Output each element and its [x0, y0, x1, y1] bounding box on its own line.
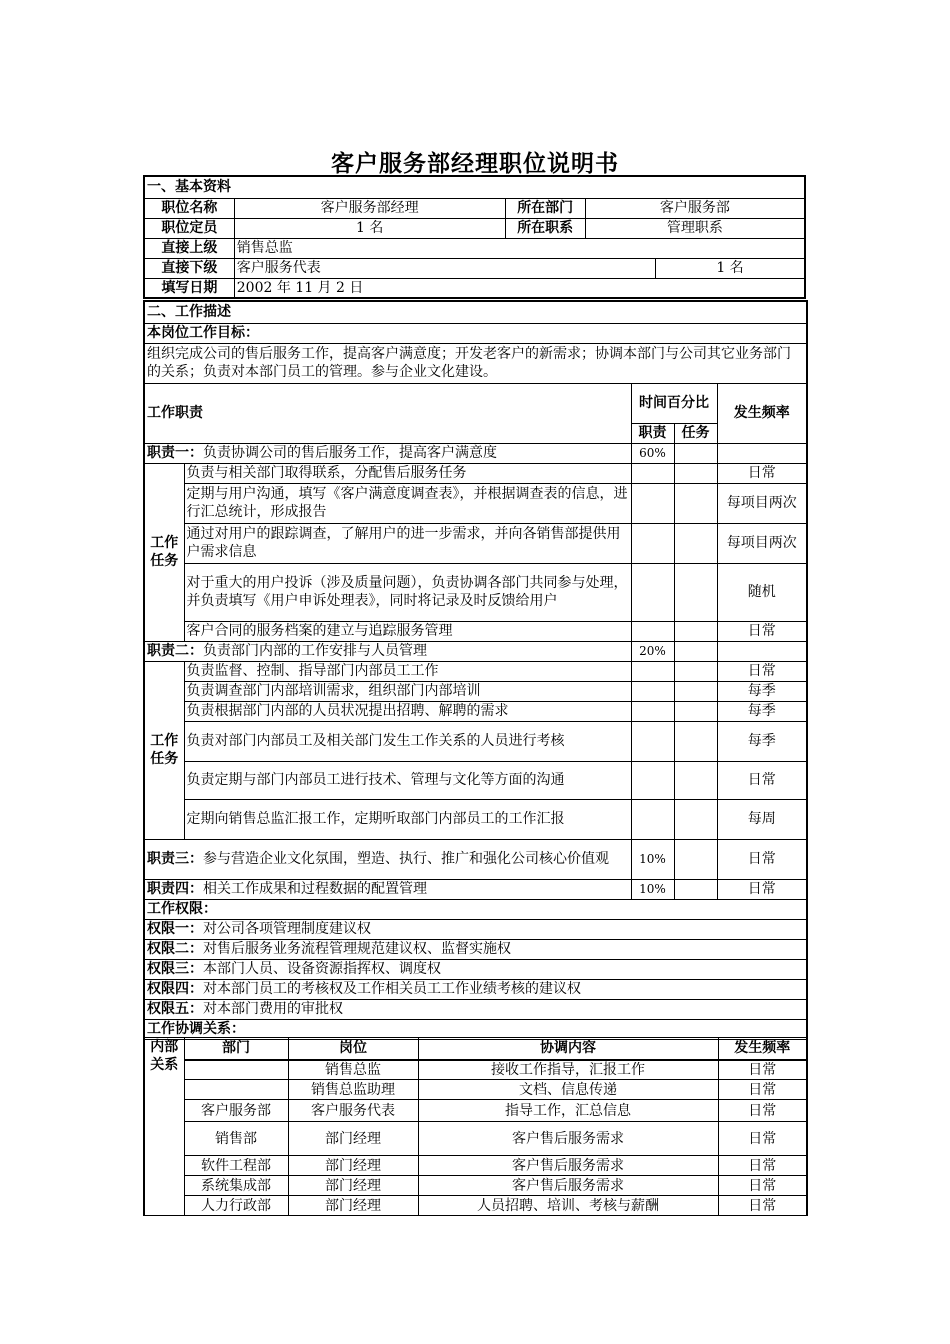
coordination-table: [143, 1037, 808, 1216]
duty-text: 负责部门内部的工作安排与人员管理: [203, 643, 427, 659]
dept-label: 所在部门: [505, 198, 585, 218]
coord-content: 客户售后服务需求: [418, 1122, 718, 1156]
authority-item: [144, 919, 807, 939]
task-freq: 随机: [717, 563, 807, 621]
freq-header: 发生频率: [717, 383, 807, 443]
coord-dept: 软件工程部: [184, 1156, 288, 1176]
task-freq: 每周: [717, 799, 807, 839]
empty-cell: [631, 523, 674, 563]
task-freq: 每项目两次: [717, 523, 807, 563]
empty-cell: [674, 761, 717, 799]
empty-cell: [631, 761, 674, 799]
coord-content: 指导工作，汇总信息: [418, 1100, 718, 1122]
authority-text: 对本部门费用的审批权: [203, 1001, 343, 1017]
task-text: 对于重大的用户投诉（涉及质量问题），负责协调各部门共同参与处理，并负责填写《用户申诉处理表》，同时将记录及时反馈给用户: [184, 563, 631, 621]
duties-table: [143, 300, 808, 1040]
coord-content: 人员招聘、培训、考核与薪酬: [418, 1196, 718, 1216]
empty-cell: [674, 443, 717, 463]
empty-cell: [717, 641, 807, 661]
empty-cell: [674, 721, 717, 761]
duty-3-freq: 日常: [717, 839, 807, 879]
authority-prefix: 权限一：: [147, 921, 203, 937]
task-freq: 每季: [717, 681, 807, 701]
page-title: 客户服务部经理职位说明书: [331, 151, 619, 177]
duty-4-title: [144, 879, 631, 899]
empty-cell: [674, 661, 717, 681]
coord-freq: 日常: [718, 1122, 807, 1156]
coord-dept: [184, 1060, 288, 1080]
duty-prefix: 职责二：: [147, 643, 203, 659]
coord-dept: [184, 1080, 288, 1100]
task-text: 负责与相关部门取得联系，分配售后服务任务: [184, 463, 631, 483]
duty-2-pct: 20%: [631, 641, 674, 661]
duty-1-pct: 60%: [631, 443, 674, 463]
authority-item: [144, 979, 807, 999]
duty-col-header: 职责: [631, 423, 674, 443]
coord-post: 部门经理: [288, 1176, 418, 1196]
coord-dept: 系统集成部: [184, 1176, 288, 1196]
empty-cell: [674, 641, 717, 661]
coord-dept: 销售部: [184, 1122, 288, 1156]
duty-prefix: 职责四：: [147, 881, 203, 897]
task-freq: 日常: [717, 761, 807, 799]
duty-4-pct: 10%: [631, 879, 674, 899]
coord-content: 客户售后服务需求: [418, 1176, 718, 1196]
duty-4-freq: 日常: [717, 879, 807, 899]
duty-3-title: [144, 839, 631, 879]
authority-item: [144, 939, 807, 959]
authority-text: 对本部门员工的考核权及工作相关员工工作业绩考核的建议权: [203, 981, 581, 997]
family-value: 管理职系: [585, 218, 805, 238]
empty-cell: [674, 839, 717, 879]
empty-cell: [674, 621, 717, 641]
empty-cell: [674, 563, 717, 621]
task-label: 工作任务: [144, 463, 184, 641]
coord-post: 销售总监: [288, 1060, 418, 1080]
goal-label: 本岗位工作目标：: [144, 323, 807, 343]
duty-prefix: 职责三：: [147, 851, 203, 867]
coord-freq: 日常: [718, 1060, 807, 1080]
family-label: 所在职系: [505, 218, 585, 238]
empty-cell: [631, 681, 674, 701]
duty-text: 负责协调公司的售后服务工作，提高客户满意度: [203, 445, 497, 461]
duty-header: 工作职责: [144, 383, 631, 443]
task-col-header: 任务: [674, 423, 717, 443]
task-text: 负责根据部门内部的人员状况提出招聘、解聘的需求: [184, 701, 631, 721]
position-name-label: 职位名称: [144, 198, 234, 218]
duty-1-title: [144, 443, 631, 463]
subordinate-count: 1 名: [656, 258, 805, 278]
empty-cell: [674, 483, 717, 523]
task-text: 负责调查部门内部培训需求，组织部门内部培训: [184, 681, 631, 701]
dept-value: 客户服务部: [585, 198, 805, 218]
task-text: 定期与用户沟通，填写《客户满意度调查表》，并根据调查表的信息，进行汇总统计，形成报告: [184, 483, 631, 523]
coord-content: 文档、信息传递: [418, 1080, 718, 1100]
empty-cell: [674, 463, 717, 483]
coord-post: 部门经理: [288, 1196, 418, 1216]
coord-content: 客户售后服务需求: [418, 1156, 718, 1176]
authority-prefix: 权限三：: [147, 961, 203, 977]
empty-cell: [631, 661, 674, 681]
subordinate-label: 直接下级: [144, 258, 234, 278]
coord-post: 客户服务代表: [288, 1100, 418, 1122]
authority-item: [144, 999, 807, 1019]
goal-text: 组织完成公司的售后服务工作，提高客户满意度；开发老客户的新需求；协调本部门与公司其它业务部门的关系；负责对本部门员工的管理。参与企业文化建设。: [144, 343, 807, 383]
duty-text: 相关工作成果和过程数据的配置管理: [203, 881, 427, 897]
subordinate-value: 客户服务代表: [234, 258, 655, 278]
empty-cell: [674, 879, 717, 899]
authority-text: 对售后服务业务流程管理规范建议权、监督实施权: [203, 941, 511, 957]
authority-label: 工作权限：: [144, 899, 807, 919]
authority-prefix: 权限四：: [147, 981, 203, 997]
coord-dept-header: 部门: [184, 1038, 288, 1060]
date-label: 填写日期: [144, 278, 234, 298]
task-text: 负责监督、控制、指导部门内部员工工作: [184, 661, 631, 681]
authority-prefix: 权限五：: [147, 1001, 203, 1017]
task-freq: 日常: [717, 661, 807, 681]
coord-post: 部门经理: [288, 1156, 418, 1176]
task-text: 定期向销售总监汇报工作，定期听取部门内部员工的工作汇报: [184, 799, 631, 839]
coord-freq: 日常: [718, 1100, 807, 1122]
task-freq: 每季: [717, 701, 807, 721]
task-text: 负责对部门内部员工及相关部门发生工作关系的人员进行考核: [184, 721, 631, 761]
empty-cell: [631, 463, 674, 483]
coord-content-header: 协调内容: [418, 1038, 718, 1060]
authority-text: 对公司各项管理制度建议权: [203, 921, 371, 937]
basic-info-table: [143, 175, 806, 299]
empty-cell: [674, 681, 717, 701]
empty-cell: [717, 443, 807, 463]
empty-cell: [631, 563, 674, 621]
coord-freq: 日常: [718, 1080, 807, 1100]
coord-freq: 日常: [718, 1196, 807, 1216]
coord-freq: 日常: [718, 1176, 807, 1196]
empty-cell: [631, 483, 674, 523]
authority-item: [144, 959, 807, 979]
empty-cell: [631, 721, 674, 761]
coord-label: 工作协调关系：: [144, 1019, 807, 1039]
coord-post-header: 岗位: [288, 1038, 418, 1060]
coord-post: 销售总监助理: [288, 1080, 418, 1100]
superior-value: 销售总监: [234, 238, 805, 258]
task-label: 工作任务: [144, 661, 184, 839]
duty-2-title: [144, 641, 631, 661]
authority-text: 本部门人员、设备资源指挥权、调度权: [203, 961, 441, 977]
task-freq: 日常: [717, 621, 807, 641]
empty-cell: [674, 701, 717, 721]
empty-cell: [631, 621, 674, 641]
authority-prefix: 权限二：: [147, 941, 203, 957]
empty-cell: [674, 523, 717, 563]
task-freq: 日常: [717, 463, 807, 483]
internal-relation-label: 内部关系: [144, 1038, 184, 1216]
position-name-value: 客户服务部经理: [234, 198, 505, 218]
time-pct-header: 时间百分比: [631, 383, 717, 423]
empty-cell: [674, 799, 717, 839]
coord-freq-header: 发生频率: [718, 1038, 807, 1060]
empty-cell: [631, 701, 674, 721]
superior-label: 直接上级: [144, 238, 234, 258]
headcount-value: 1 名: [234, 218, 505, 238]
coord-post: 部门经理: [288, 1122, 418, 1156]
coord-dept: 客户服务部: [184, 1100, 288, 1122]
coord-freq: 日常: [718, 1156, 807, 1176]
task-text: 客户合同的服务档案的建立与追踪服务管理: [184, 621, 631, 641]
headcount-label: 职位定员: [144, 218, 234, 238]
task-freq: 每季: [717, 721, 807, 761]
coord-content: 接收工作指导，汇报工作: [418, 1060, 718, 1080]
duty-text: 参与营造企业文化氛围，塑造、执行、推广和强化公司核心价值观: [203, 851, 609, 867]
task-text: 负责定期与部门内部员工进行技术、管理与文化等方面的沟通: [184, 761, 631, 799]
duty-3-pct: 10%: [631, 839, 674, 879]
date-value: 2002 年 11 月 2 日: [234, 278, 805, 298]
section-basic-heading: 一、基本资料: [144, 176, 805, 198]
section-description-heading: 二、工作描述: [144, 301, 807, 323]
task-freq: 每项目两次: [717, 483, 807, 523]
task-text: 通过对用户的跟踪调查，了解用户的进一步需求，并向各销售部提供用户需求信息: [184, 523, 631, 563]
coord-dept: 人力行政部: [184, 1196, 288, 1216]
duty-prefix: 职责一：: [147, 445, 203, 461]
empty-cell: [631, 799, 674, 839]
